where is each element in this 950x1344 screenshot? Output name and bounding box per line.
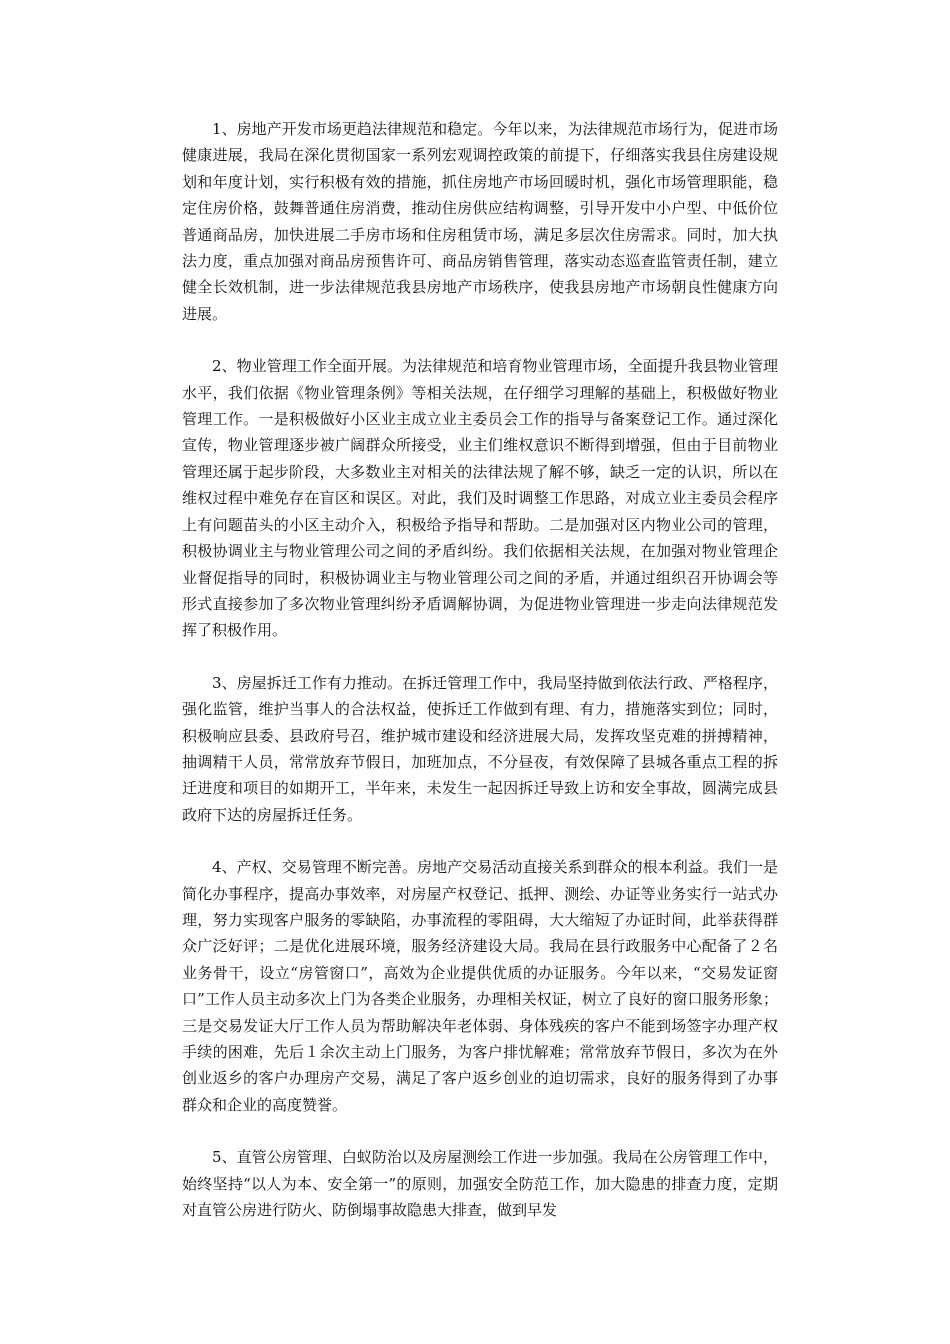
paragraph-1: 1、房地产开发市场更趋法律规范和稳定。今年以来，为法律规范市场行为，促进市场健康进展，我局在深化贯彻国家一系列宏观调控政策的前提下，仔细落实我县住房建设规划和年度计划，实行积极有效的措施，抓住房地产市场回暖时机，强化市场管理职能，稳定住房价格，鼓舞普通住房消费，推动住房供应结构调整，引导开发中小户型、中低价位普通商品房，加快进展二手房市场和住房租赁市场，满足多层次住房需求。同时，加大执法力度，重点加强对商品房预售许可、商品房销售管理，落实动态巡查监管责任制，建立健全长效机制，进一步法律规范我县房地产市场秩序，使我县房地产市场朝良性健康方向进展。 — [182, 120, 778, 323]
paragraph-2: 2、物业管理工作全面开展。为法律规范和培育物业管理市场，全面提升我县物业管理水平，我们依据《物业管理条例》等相关法规，在仔细学习理解的基础上，积极做好物业管理工作。一是积极做好小区业主成立业主委员会工作的指导与备案登记工作。通过深化宣传，物业管理逐步被广阔群众所接受，业主们维权意识不断得到增强，但由于目前物业管理还属于起步阶段，大多数业主对相关的法律法规了解不够，缺乏一定的认识，所以在维权过程中难免存在盲区和误区。对此，我们及时调整工作思路，对成立业主委员会程序上有问题苗头的小区主动介入，积极给予指导和帮助。二是加强对区内物业公司的管理，积极协调业主与物业管理公司之间的矛盾纠纷。我们依据相关法规，在加强对物业管理企业督促指导的同时，积极协调业主与物业管理公司之间的矛盾，并通过组织召开协调会等形式直接参加了多次物业管理纠纷矛盾调解协调，为促进物业管理进一步走向法律规范发挥了积极作用。 — [182, 357, 778, 640]
document-body — [182, 116, 778, 1249]
paragraph-4: 4、产权、交易管理不断完善。房地产交易活动直接关系到群众的根本利益。我们一是简化办事程序，提高办事效率，对房屋产权登记、抵押、测绘、办证等业务实行一站式办理，努力实现客户服务的零缺陷，办事流程的零阻碍，大大缩短了办证时间，此举获得群众广泛好评；二是优化进展环境，服务经济建设大局。我局在县行政服务中心配备了２名业务骨干，设立“房管窗口”，高效为企业提供优质的办证服务。今年以来，“交易发证窗口”工作人员主动多次上门为各类企业服务，办理相关权证，树立了良好的窗口服务形象；三是交易发证大厅工作人员为帮助解决年老体弱、身体残疾的客户不能到场签字办理产权手续的困难，先后１余次主动上门服务，为客户排忧解难；常常放弃节假日，多次为在外创业返乡的客户办理房产交易，满足了客户返乡创业的迫切需求，良好的服务得到了办事群众和企业的高度赞誉。 — [182, 858, 778, 1114]
paragraph-5: 5、直管公房管理、白蚁防治以及房屋测绘工作进一步加强。我局在公房管理工作中，始终坚持“以人为本、安全第一”的原则，加强安全防范工作，加大隐患的排查力度，定期对直管公房进行防火、防倒塌事故隐患大排查，做到早发 — [182, 1148, 778, 1220]
paragraph-3: 3、房屋拆迁工作有力推动。在拆迁管理工作中，我局坚持做到依法行政、严格程序，强化监管，维护当事人的合法权益，使拆迁工作做到有理、有力，措施落实到位；同时，积极响应县委、县政府号召，维护城市建设和经济进展大局，发挥攻坚克难的拼搏精神，抽调精干人员，常常放弃节假日，加班加点，不分昼夜，有效保障了县城各重点工程的拆迁进度和项目的如期开工，半年来，未发生一起因拆迁导致上访和安全事故，圆满完成县政府下达的房屋拆迁任务。 — [182, 673, 778, 824]
